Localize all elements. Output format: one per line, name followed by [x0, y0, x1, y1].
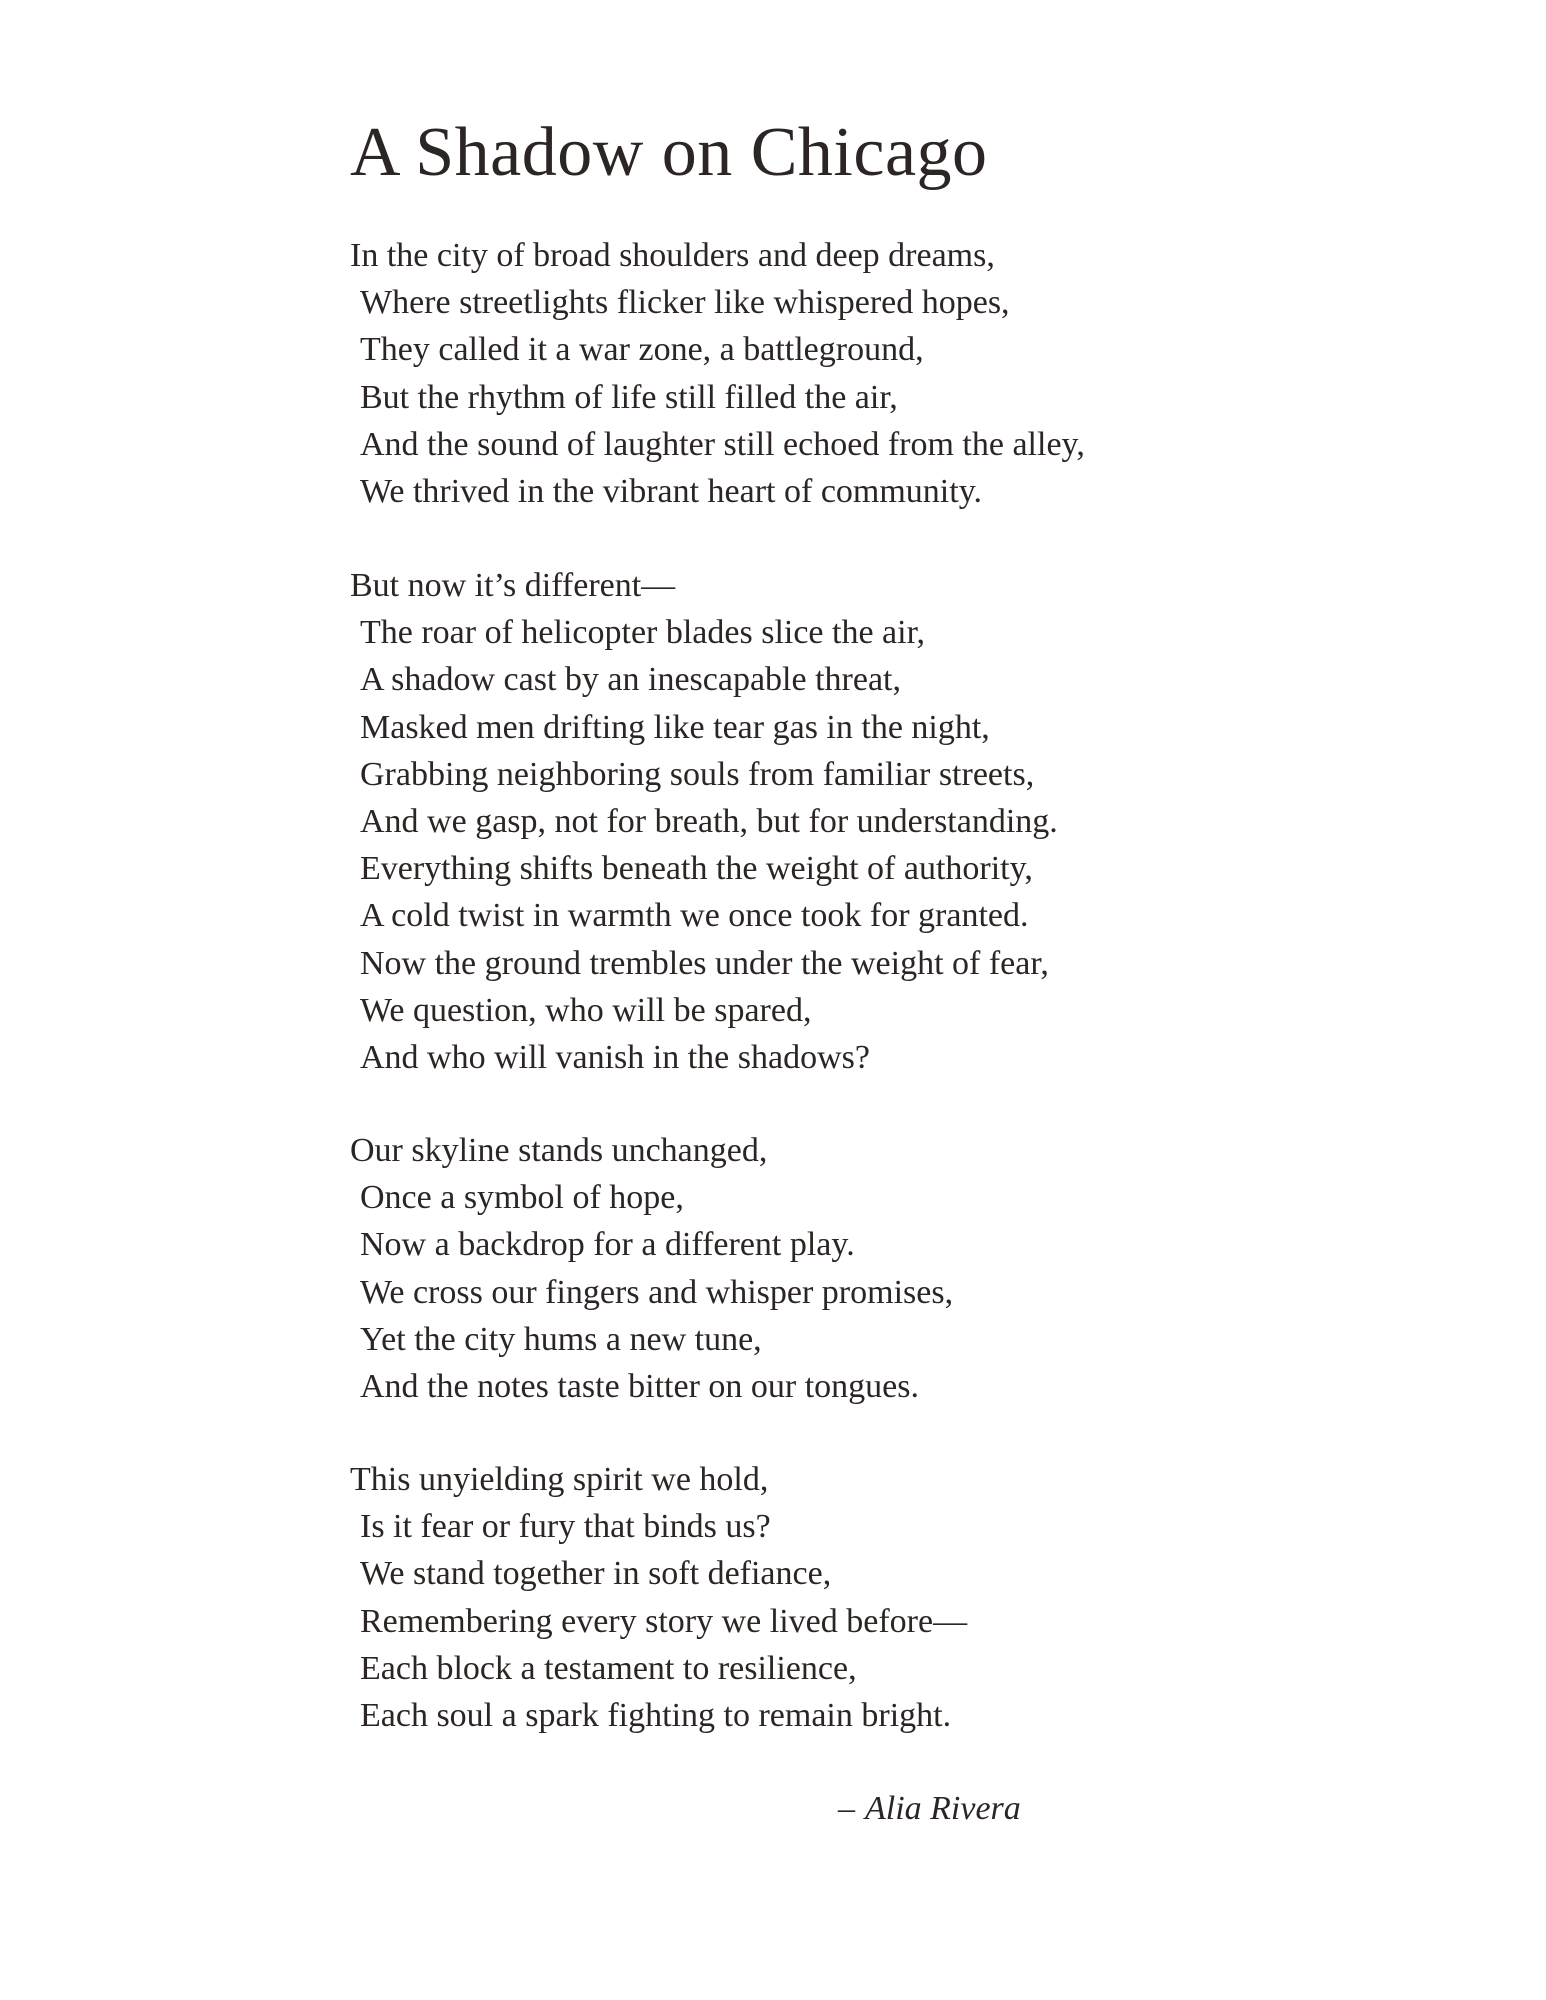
poem-line: Once a symbol of hope, — [360, 1179, 684, 1217]
poem-line: Is it fear or fury that binds us? — [360, 1508, 771, 1546]
poem-line: But now it’s different— — [350, 567, 676, 604]
stanza-1 — [350, 232, 1085, 515]
poem-line: Remembering every story we lived before— — [360, 1602, 968, 1640]
poem-title: A Shadow on Chicago — [350, 114, 988, 191]
poem-line: Now the ground trembles under the weight of fear, — [360, 944, 1049, 982]
poem-line: And the notes taste bitter on our tongues. — [360, 1368, 920, 1406]
poem-line: Masked men drifting like tear gas in the night, — [360, 708, 990, 746]
poem-line: But the rhythm of life still filled the air, — [360, 378, 898, 416]
poem-line: Now a backdrop for a different play. — [360, 1226, 855, 1264]
poem-line: The roar of helicopter blades slice the air, — [360, 614, 926, 652]
stanza-4 — [350, 1456, 967, 1739]
stanza-3 — [350, 1127, 953, 1410]
poem-line: Everything shifts beneath the weight of authority, — [360, 850, 1033, 888]
poem-line: They called it a war zone, a battleground, — [360, 331, 924, 369]
stanza-2 — [350, 562, 1058, 1081]
poem-line: In the city of broad shoulders and deep dreams, — [350, 237, 995, 274]
signature-dash: – — [838, 1790, 855, 1827]
poem-line: We thrived in the vibrant heart of community. — [360, 473, 982, 511]
poem-line: And we gasp, not for breath, but for understanding. — [360, 803, 1058, 841]
author-signature — [838, 1785, 1021, 1832]
poem-line: A cold twist in warmth we once took for granted. — [360, 897, 1029, 935]
poem-line: This unyielding spirit we hold, — [350, 1461, 769, 1498]
poem-line: We cross our fingers and whisper promises, — [360, 1273, 954, 1311]
poem-line: Each soul a spark fighting to remain bright. — [360, 1697, 952, 1735]
poem-line: And the sound of laughter still echoed from the alley, — [360, 425, 1085, 463]
poem-line: Where streetlights flicker like whispered hopes, — [360, 284, 1010, 322]
poem-line: And who will vanish in the shadows? — [360, 1039, 870, 1077]
poem-line: We stand together in soft defiance, — [360, 1555, 832, 1593]
author-name: Alia Rivera — [865, 1790, 1021, 1827]
poem-line: Our skyline stands unchanged, — [350, 1132, 768, 1169]
poem-line: Grabbing neighboring souls from familiar streets, — [360, 755, 1035, 793]
poem-line: A shadow cast by an inescapable threat, — [360, 661, 901, 699]
poem-line: Yet the city hums a new tune, — [360, 1320, 762, 1358]
poem-line: Each block a testament to resilience, — [360, 1649, 857, 1687]
poem-line: We question, who will be spared, — [360, 991, 812, 1029]
